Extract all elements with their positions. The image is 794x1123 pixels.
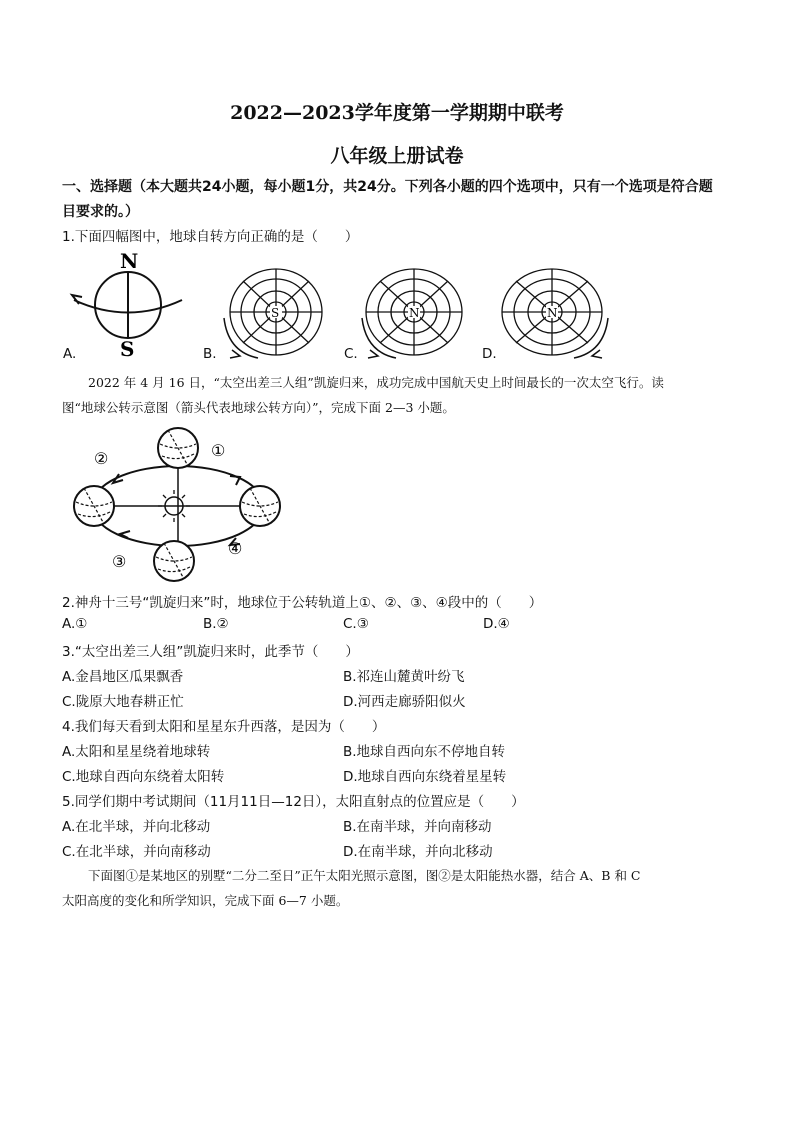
passage-1-line1: 2022 年 4 月 16 日，“太空出差三人组”凯旋归来，成功完成中国航天史上时间最长的一次太空飞行。读 [88,375,664,390]
polar-d-pole-label: N [547,306,558,320]
q5-option-b[interactable]: B.在南半球，并向南移动 [343,819,492,835]
question-5-stem: 5.同学们期中考试期间（11月11日—12日），太阳直射点的位置应是（ ） [62,794,525,810]
q3-option-b[interactable]: B.祁连山麓黄叶纷飞 [343,669,465,685]
orbit-label-4: ④ [228,539,243,558]
polar-d-figure [494,262,619,362]
q3-option-c[interactable]: C.陇原大地春耕正忙 [62,694,184,710]
earth-orbit-diagram [68,422,298,587]
question-4-stem: 4.我们每天看到太阳和星星东升西落，是因为（ ） [62,719,386,735]
orbit-label-2: ② [94,449,109,468]
q3-option-d[interactable]: D.河西走廊骄阳似火 [343,694,466,710]
q3-option-a[interactable]: A.金昌地区瓜果飘香 [62,669,184,685]
q2-option-b[interactable]: B.② [203,616,229,632]
q4-option-c[interactable]: C.地球自西向东绕着太阳转 [62,769,225,785]
q5-option-a[interactable]: A.在北半球，并向北移动 [62,819,211,835]
globe-a-south-label: S [120,337,135,360]
passage-2-line2: 太阳高度的变化和所学知识，完成下面 6—7 小题。 [62,893,349,908]
section-instructions-line1: 一、选择题（本大题共24小题，每小题1分，共24分。下列各小题的四个选项中，只有一个选项是符合题 [62,179,713,195]
polar-c-pole-label: N [409,306,420,320]
exam-subtitle: 八年级上册试卷 [330,145,464,167]
question-1-stem: 1.下面四幅图中，地球自转方向正确的是（ ） [62,229,359,245]
question-2-stem: 2.神舟十三号“凯旋归来”时，地球位于公转轨道上①、②、③、④段中的（ ） [62,595,543,611]
q2-option-d[interactable]: D.④ [483,616,510,632]
polar-c-figure [356,262,476,362]
q1-label-a: A. [63,346,77,362]
q5-option-d[interactable]: D.在南半球，并向北移动 [343,844,493,860]
passage-1-line2: 图“地球公转示意图（箭头代表地球公转方向）”，完成下面 2—3 小题。 [62,400,455,415]
q1-label-b: B. [203,346,217,362]
q2-option-a[interactable]: A.① [62,616,88,632]
q2-option-c[interactable]: C.③ [343,616,369,632]
q5-option-c[interactable]: C.在北半球，并向南移动 [62,844,211,860]
q1-label-c: C. [344,346,358,362]
exam-title: 2022—2023学年度第一学期期中联考 [230,102,564,124]
q1-label-d: D. [482,346,497,362]
q4-option-a[interactable]: A.太阳和星星绕着地球转 [62,744,211,760]
polar-b-figure [218,262,338,362]
polar-b-pole-label: S [271,306,280,320]
globe-a-north-label: N [120,250,139,273]
q4-option-d[interactable]: D.地球自西向东绕着星星转 [343,769,507,785]
section-instructions-line2: 目要求的。） [62,204,139,220]
globe-a-figure [68,250,188,360]
question-3-stem: 3.“太空出差三人组”凯旋归来时，此季节（ ） [62,644,359,660]
orbit-label-1: ① [211,441,226,460]
orbit-label-3: ③ [112,552,127,571]
passage-2-line1: 下面图①是某地区的别墅“二分二至日”正午太阳光照示意图，图②是太阳能热水器，结合 A、B 和 C [88,868,641,883]
q4-option-b[interactable]: B.地球自西向东不停地自转 [343,744,506,760]
